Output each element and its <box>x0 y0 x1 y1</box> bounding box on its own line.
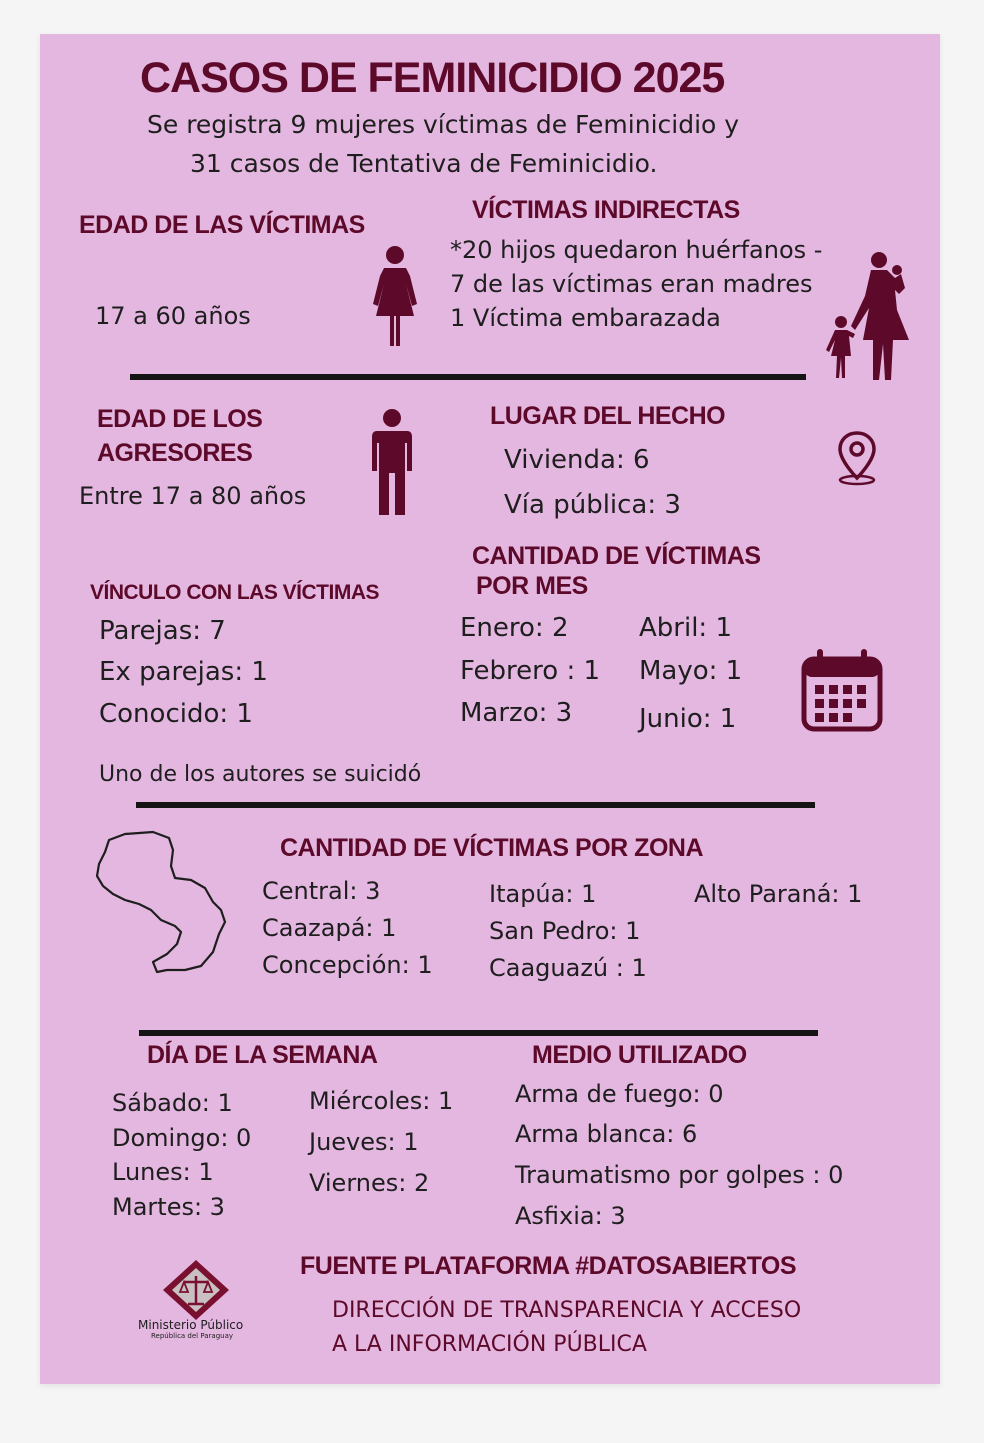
weekday-thursday: Jueves: 1 <box>309 1128 419 1156</box>
divider-3 <box>139 1030 818 1036</box>
victim-age-value: 17 a 60 años <box>95 302 251 330</box>
month-may: Mayo: 1 <box>639 656 743 686</box>
calendar-icon <box>801 647 883 733</box>
month-jun: Junio: 1 <box>639 704 737 734</box>
bond-item-1: Parejas: 7 <box>99 616 226 646</box>
by-zone-heading: CANTIDAD DE VÍCTIMAS POR ZONA <box>280 834 703 862</box>
weekday-heading: DÍA DE LA SEMANA <box>147 1041 378 1069</box>
ministerio-publico-logo-icon <box>157 1258 235 1322</box>
subtitle-line-1: Se registra 9 mujeres víctimas de Feminicidio y <box>147 110 740 139</box>
aggressor-age-heading-line-2: AGRESORES <box>97 439 253 467</box>
indirect-victims-heading: VÍCTIMAS INDIRECTAS <box>472 196 740 224</box>
logo-country: República del Paraguay <box>151 1332 234 1340</box>
place-item-2: Vía pública: 3 <box>504 490 681 520</box>
location-pin-icon <box>837 430 877 488</box>
man-icon <box>371 409 413 517</box>
zone-alto-parana: Alto Paraná: 1 <box>694 880 863 908</box>
divider-2 <box>136 802 815 808</box>
by-month-heading-line-2: POR MES <box>476 572 588 600</box>
bond-heading: VÍNCULO CON LAS VÍCTIMAS <box>90 581 380 604</box>
indirect-victims-line-2: 7 de las víctimas eran madres <box>450 270 813 298</box>
zone-central: Central: 3 <box>262 877 381 905</box>
by-month-heading-line-1: CANTIDAD DE VÍCTIMAS <box>472 542 761 570</box>
paraguay-map-icon <box>95 830 230 975</box>
month-apr: Abril: 1 <box>639 613 732 643</box>
method-heading: MEDIO UTILIZADO <box>532 1041 747 1069</box>
zone-caazapa: Caazapá: 1 <box>262 914 397 942</box>
zone-concepcion: Concepción: 1 <box>262 951 433 979</box>
zone-san-pedro: San Pedro: 1 <box>489 917 641 945</box>
weekday-tuesday: Martes: 3 <box>112 1193 225 1221</box>
source-line-2: A LA INFORMACIÓN PÚBLICA <box>332 1332 647 1357</box>
method-firearm: Arma de fuego: 0 <box>515 1080 724 1108</box>
indirect-victims-line-3: 1 Víctima embarazada <box>450 304 721 332</box>
subtitle-line-2: 31 casos de Tentativa de Feminicidio. <box>190 149 658 178</box>
weekday-wednesday: Miércoles: 1 <box>309 1087 454 1115</box>
logo-name: Ministerio Público <box>138 1318 244 1332</box>
bond-note: Uno de los autores se suicidó <box>99 762 422 787</box>
weekday-friday: Viernes: 2 <box>309 1169 430 1197</box>
source-heading: FUENTE PLATAFORMA #DATOSABIERTOS <box>300 1252 797 1280</box>
month-mar: Marzo: 3 <box>460 698 573 728</box>
place-heading: LUGAR DEL HECHO <box>490 402 726 430</box>
weekday-saturday: Sábado: 1 <box>112 1089 233 1117</box>
zone-caaguazu: Caaguazú : 1 <box>489 954 647 982</box>
place-item-1: Vivienda: 6 <box>504 445 650 475</box>
indirect-victims-line-1: *20 hijos quedaron huérfanos - <box>450 236 823 264</box>
aggressor-age-value: Entre 17 a 80 años <box>79 482 307 510</box>
month-feb: Febrero : 1 <box>460 656 601 686</box>
zone-itapua: Itapúa: 1 <box>489 880 597 908</box>
weekday-monday: Lunes: 1 <box>112 1158 214 1186</box>
page-title: CASOS DE FEMINICIDIO 2025 <box>140 54 725 102</box>
method-asphyxia: Asfixia: 3 <box>515 1202 626 1230</box>
bond-item-3: Conocido: 1 <box>99 699 253 729</box>
aggressor-age-heading-line-1: EDAD DE LOS <box>97 405 263 433</box>
method-blunt-trauma: Traumatismo por golpes : 0 <box>515 1161 844 1189</box>
infographic-card <box>40 34 940 1384</box>
mother-children-icon <box>825 248 915 382</box>
month-jan: Enero: 2 <box>460 613 569 643</box>
victim-age-heading: EDAD DE LAS VÍCTIMAS <box>79 211 365 239</box>
woman-icon <box>370 246 420 348</box>
bond-item-2: Ex parejas: 1 <box>99 657 268 687</box>
weekday-sunday: Domingo: 0 <box>112 1124 252 1152</box>
method-blade: Arma blanca: 6 <box>515 1120 698 1148</box>
source-line-1: DIRECCIÓN DE TRANSPARENCIA Y ACCESO <box>332 1298 802 1323</box>
divider-1 <box>130 374 806 380</box>
